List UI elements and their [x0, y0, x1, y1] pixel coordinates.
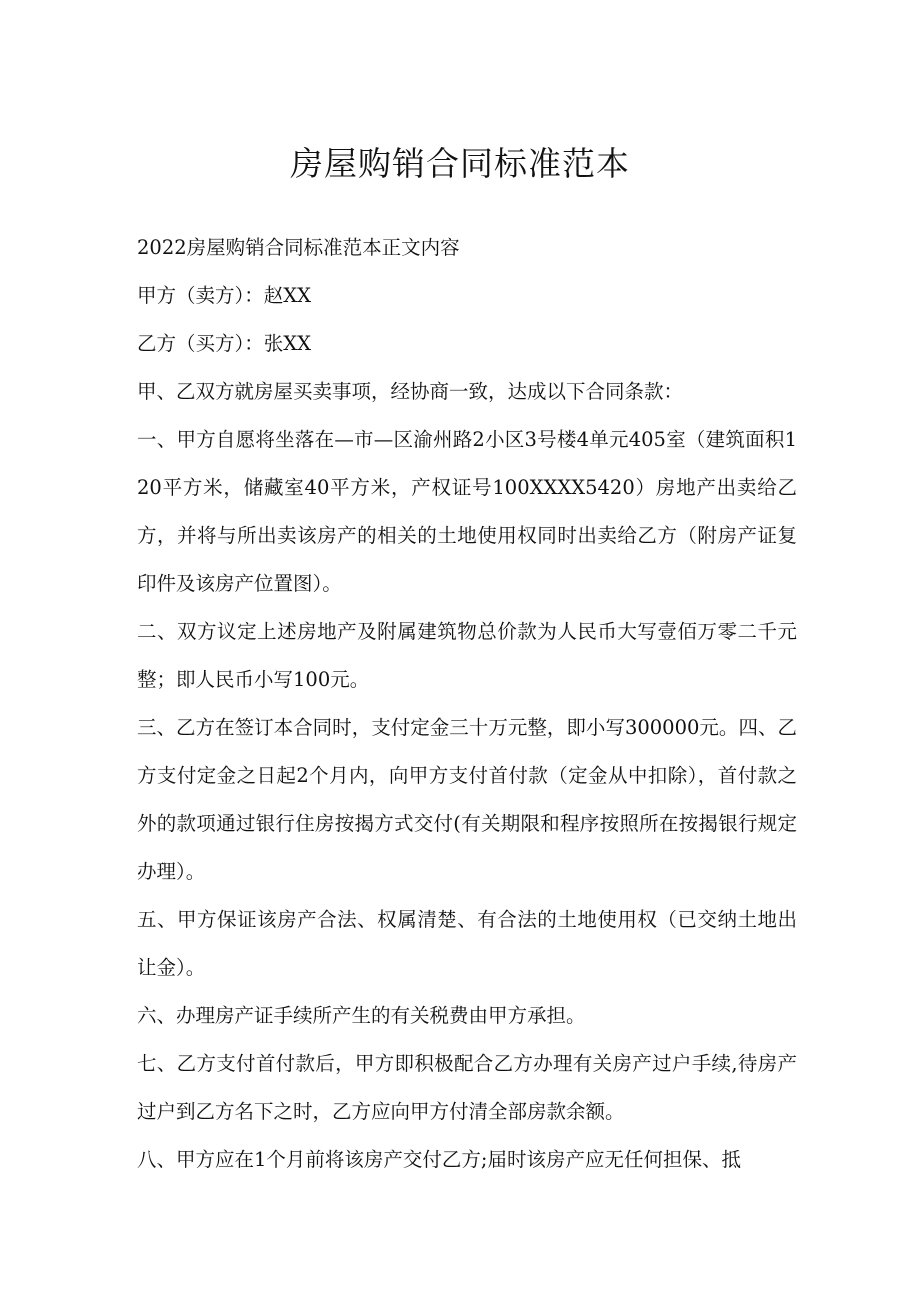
clause-1: 一、甲方自愿将坐落在—市—区渝州路2小区3号楼4单元405室（建筑面积120平方米，储藏室40平方米，产权证号100XXXX5420）房地产出卖给乙方，并将与所出卖该房产的相关的土地使用权同时出卖给乙方（附房产证复印件及该房产位置图）。	[137, 428, 797, 595]
document-body	[137, 224, 797, 1184]
clause-2: 二、双方议定上述房地产及附属建筑物总价款为人民币大写壹佰万零二千元整；即人民币小写100元。	[137, 620, 797, 691]
clause-3-4: 三、乙方在签订本合同时，支付定金三十万元整，即小写300000元。四、乙方支付定金之日起2个月内，向甲方支付首付款（定金从中扣除），首付款之外的款项通过银行住房按揭方式交付(有关期限和程序按照所在按揭银行规定办理）。	[137, 716, 797, 883]
clause-5: 五、甲方保证该房产合法、权属清楚、有合法的土地使用权（已交纳土地出让金）。	[137, 908, 797, 979]
clause-6: 六、办理房产证手续所产生的有关税费由甲方承担。	[137, 1004, 586, 1027]
party-b-line: 乙方（买方）：张XX	[137, 332, 312, 355]
clause-8: 八、甲方应在1个月前将该房产交付乙方;届时该房产应无任何担保、抵	[137, 1148, 741, 1171]
preamble-paragraph: 甲、乙双方就房屋买卖事项，经协商一致，达成以下合同条款：	[137, 380, 684, 403]
clause-7: 七、乙方支付首付款后，甲方即积极配合乙方办理有关房产过户手续,待房产过户到乙方名下之时，乙方应向甲方付清全部房款余额。	[137, 1052, 797, 1123]
party-a-line: 甲方（卖方）：赵XX	[137, 284, 312, 307]
body-paragraph-intro: 2022房屋购销合同标准范本正文内容	[137, 236, 460, 259]
document-title: 房屋购销合同标准范本	[290, 144, 630, 183]
